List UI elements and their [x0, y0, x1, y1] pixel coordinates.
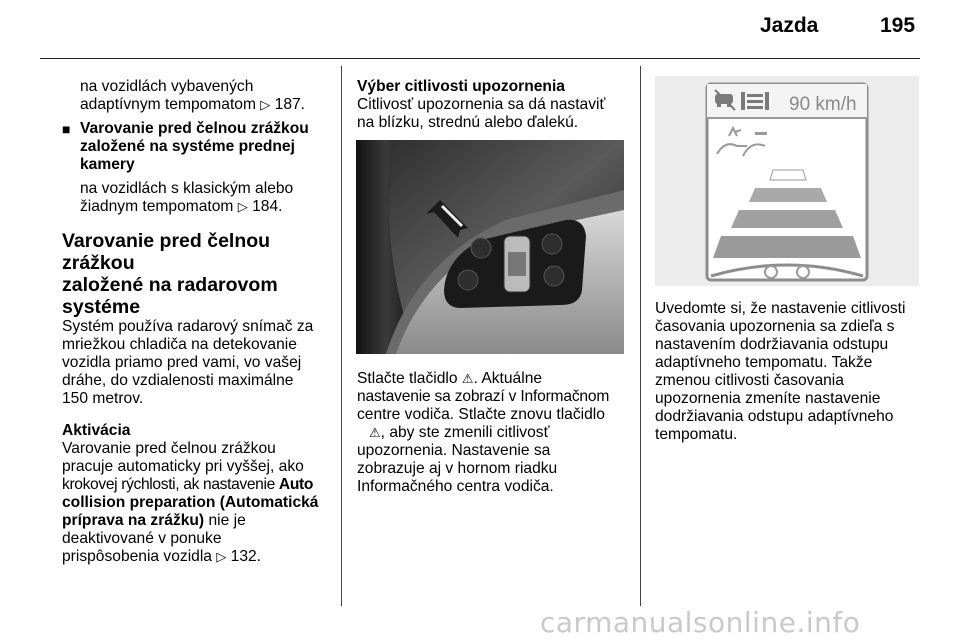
bullet-line: kamery	[80, 156, 135, 173]
steering-wheel-figure	[356, 140, 624, 354]
column-divider-2	[640, 66, 641, 606]
body-line: nastavením dodržiavania odstupu	[655, 336, 889, 353]
intro-line: na vozidlách vybavených	[80, 78, 254, 95]
body-line: na blízku, strednú alebo ďalekú.	[357, 114, 579, 131]
body-line: dodržiavania odstupu adaptívneho	[655, 408, 894, 425]
body-line: Systém používa radarový snímač za	[62, 318, 314, 335]
body-line: upozornenia zmeníte nastavenie	[655, 390, 881, 407]
bullet-line: založené na systéme prednej	[80, 138, 295, 155]
body-line: adaptívneho tempomatu. Takže	[655, 354, 873, 371]
subheading-sensitivity: Výber citlivosti upozornenia	[357, 78, 565, 95]
body-line: ⚠, aby ste zmenili citlivosť	[369, 424, 550, 441]
column-2-steps	[357, 370, 633, 496]
cross-ref-link[interactable]: 132.	[230, 548, 262, 565]
steering-wheel-illustration	[356, 140, 624, 354]
section-heading: založené na radarovom	[62, 274, 278, 296]
sensitivity-button-icon: ⚠	[461, 371, 474, 386]
body-line: zobrazuje aj v hornom riadku	[357, 460, 558, 477]
body-line: dráhe, do vzdialenosti maximálne	[62, 372, 294, 389]
body-line: Uvedomte si, že nastavenie citlivosti	[655, 300, 906, 317]
body-line: Informačného centra vodiča.	[357, 478, 554, 495]
section-heading: systéme	[62, 296, 141, 318]
cross-ref-arrow-icon: ▷	[216, 549, 227, 564]
body-line: tempomatu.	[655, 426, 738, 443]
body-line: mriežkou chladiča na detekovanie	[62, 336, 297, 353]
body-line: nastavenie sa zobrazí v Informačnom	[357, 388, 610, 405]
section-heading: Varovanie pred čelnou zrážkou	[62, 230, 271, 274]
subheading-activation: Aktivácia	[62, 422, 131, 439]
body-line: prispôsobenia vozidla ▷ 132.	[62, 548, 262, 565]
body-line: príprava na zrážku) nie je	[62, 512, 246, 529]
body-line: centre vodiča. Stlačte znovu tlačidlo	[357, 406, 605, 423]
watermark: carmanualsonline.info	[540, 606, 861, 639]
column-2	[357, 78, 633, 132]
bullet-item	[62, 120, 334, 174]
page-header-title: Jazda	[760, 14, 819, 37]
column-1	[62, 78, 334, 566]
page-number: 195	[880, 14, 916, 37]
driver-info-display-figure	[655, 76, 919, 286]
body-line: Stlačte tlačidlo ⚠. Aktuálne	[357, 370, 543, 387]
column-divider-1	[341, 66, 342, 606]
header-rule	[40, 58, 920, 59]
classic-line: na vozidlách s klasickým alebo	[80, 180, 294, 197]
body-line: 150 metrov.	[62, 390, 144, 407]
body-line: Varovanie pred čelnou zrážkou	[62, 440, 276, 457]
body-line: Citlivosť upozornenia sa dá nastaviť	[357, 96, 606, 113]
cross-ref-link[interactable]: 184.	[252, 198, 283, 215]
cross-ref-arrow-icon: ▷	[260, 97, 271, 112]
display-illustration	[655, 76, 919, 286]
body-line: krokovej rýchlosti, ak nastavenie Auto	[62, 476, 314, 493]
display-speed: 90 km/h	[789, 94, 857, 115]
body-line: deaktivované v ponuke	[62, 530, 222, 547]
classic-line: žiadnym tempomatom ▷ 184.	[80, 198, 283, 215]
body-line: časovania upozornenia sa zdieľa s	[655, 318, 895, 335]
column-3-text	[655, 300, 935, 444]
body-line: zmenou citlivosti časovania	[655, 372, 844, 389]
bullet-square-icon: ■	[62, 121, 71, 137]
cross-ref-arrow-icon: ▷	[237, 199, 248, 214]
body-line: vozidla priamo pred vami, vo vašej	[62, 354, 302, 371]
sensitivity-button-icon: ⚠	[369, 425, 381, 440]
body-line: pracuje automaticky pri vyššej, ako	[62, 458, 304, 475]
body-line: upozornenia. Nastavenie sa	[357, 442, 551, 459]
bullet-line: Varovanie pred čelnou zrážkou	[80, 120, 309, 137]
intro-line: adaptívnym tempomatom ▷ 187.	[80, 96, 305, 113]
cross-ref-link[interactable]: 187.	[274, 96, 305, 113]
body-line-bold: collision preparation (Automatická	[62, 494, 319, 511]
